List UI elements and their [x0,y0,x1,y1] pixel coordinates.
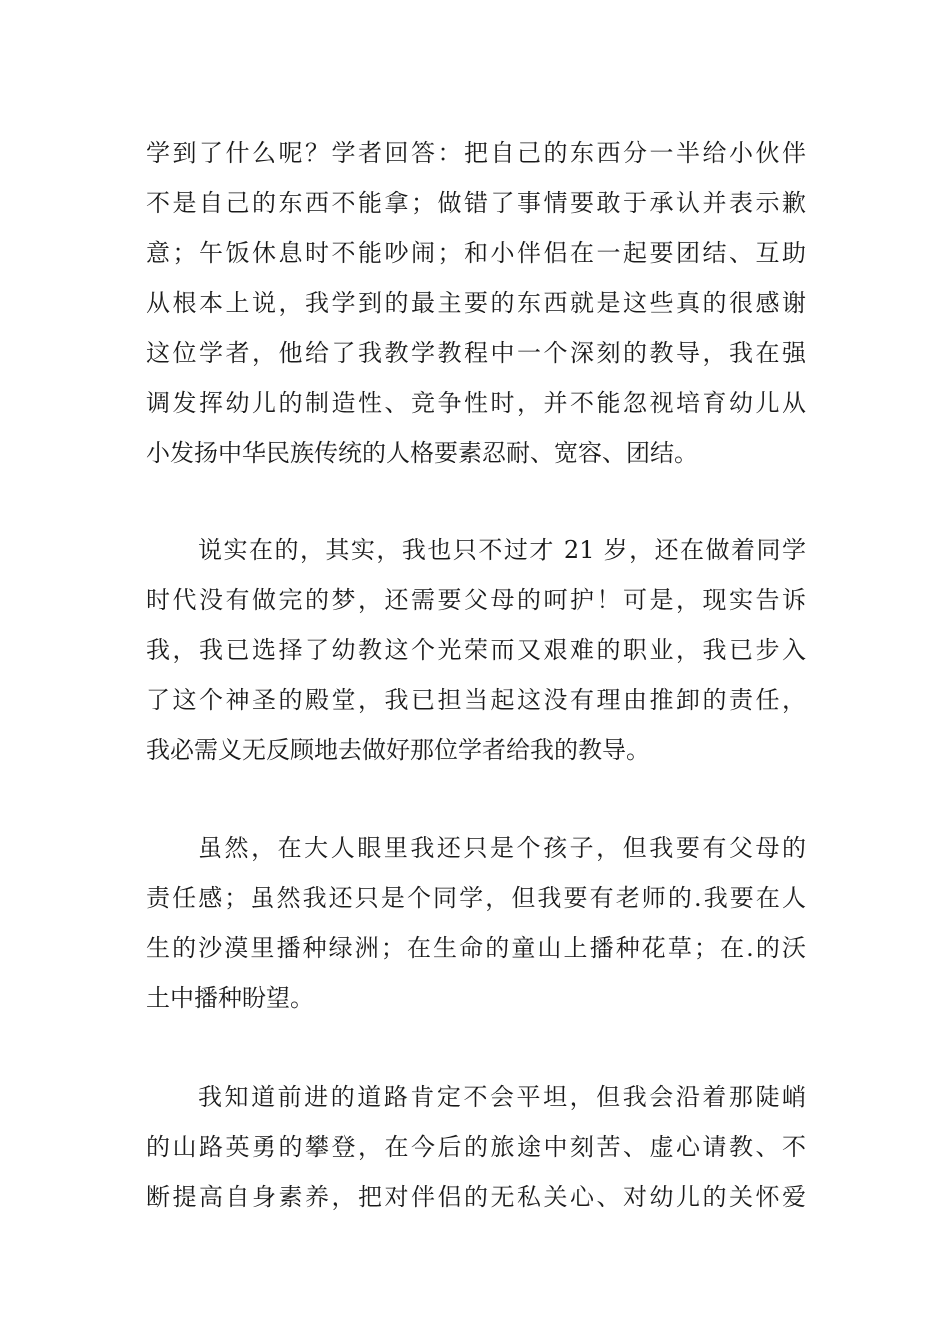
paragraph-line: 学到了什么呢？学者回答：把自己的东西分一半给小伙伴 [146,139,806,167]
paragraph-3 [146,823,806,1023]
paragraph-line: 我知道前进的道路肯定不会平坦，但我会沿着那陡峭 [198,1083,806,1111]
paragraph-line: 我必需义无反顾地去做好那位学者给我的教导。 [146,736,650,764]
paragraph-line: 断提高自身素养，把对伴侣的无私关心、对幼儿的关怀爱 [146,1183,806,1211]
paragraph-line: 这位学者，他给了我教学教程中一个深刻的教导，我在强 [146,339,806,367]
paragraph-line: 责任感；虽然我还只是个同学，但我要有老师的.我要在人 [146,884,806,912]
paragraph-line: 调发挥幼儿的制造性、竞争性时，并不能忽视培育幼儿从 [146,389,806,417]
paragraph-line: 不是自己的东西不能拿；做错了事情要敢于承认并表示歉 [146,189,806,217]
paragraph-2 [146,525,806,775]
paragraph-line: 意；午饭休息时不能吵闹；和小伴侣在一起要团结、互助 [146,239,806,267]
paragraph-line: 土中播种盼望。 [146,984,314,1012]
paragraph-line: 小发扬中华民族传统的人格要素忍耐、宽容、团结。 [146,439,698,467]
paragraph-line: 生的沙漠里播种绿洲；在生命的童山上播种花草；在.的沃 [146,934,806,962]
paragraph-1 [146,128,806,478]
paragraph-line: 时代没有做完的梦，还需要父母的呵护！可是，现实告诉 [146,586,806,614]
paragraph-line: 了这个神圣的殿堂，我已担当起这没有理由推卸的责任， [146,686,806,714]
paragraph-line: 说实在的，其实，我也只不过才 21 岁，还在做着同学 [198,536,806,564]
paragraph-line: 从根本上说，我学到的最主要的东西就是这些真的很感谢 [146,289,806,317]
paragraph-line: 虽然，在大人眼里我还只是个孩子，但我要有父母的 [198,834,806,862]
paragraph-4 [146,1072,806,1222]
paragraph-line: 我，我已选择了幼教这个光荣而又艰难的职业，我已步入 [146,636,806,664]
paragraph-line: 的山路英勇的攀登，在今后的旅途中刻苦、虚心请教、不 [146,1133,806,1161]
